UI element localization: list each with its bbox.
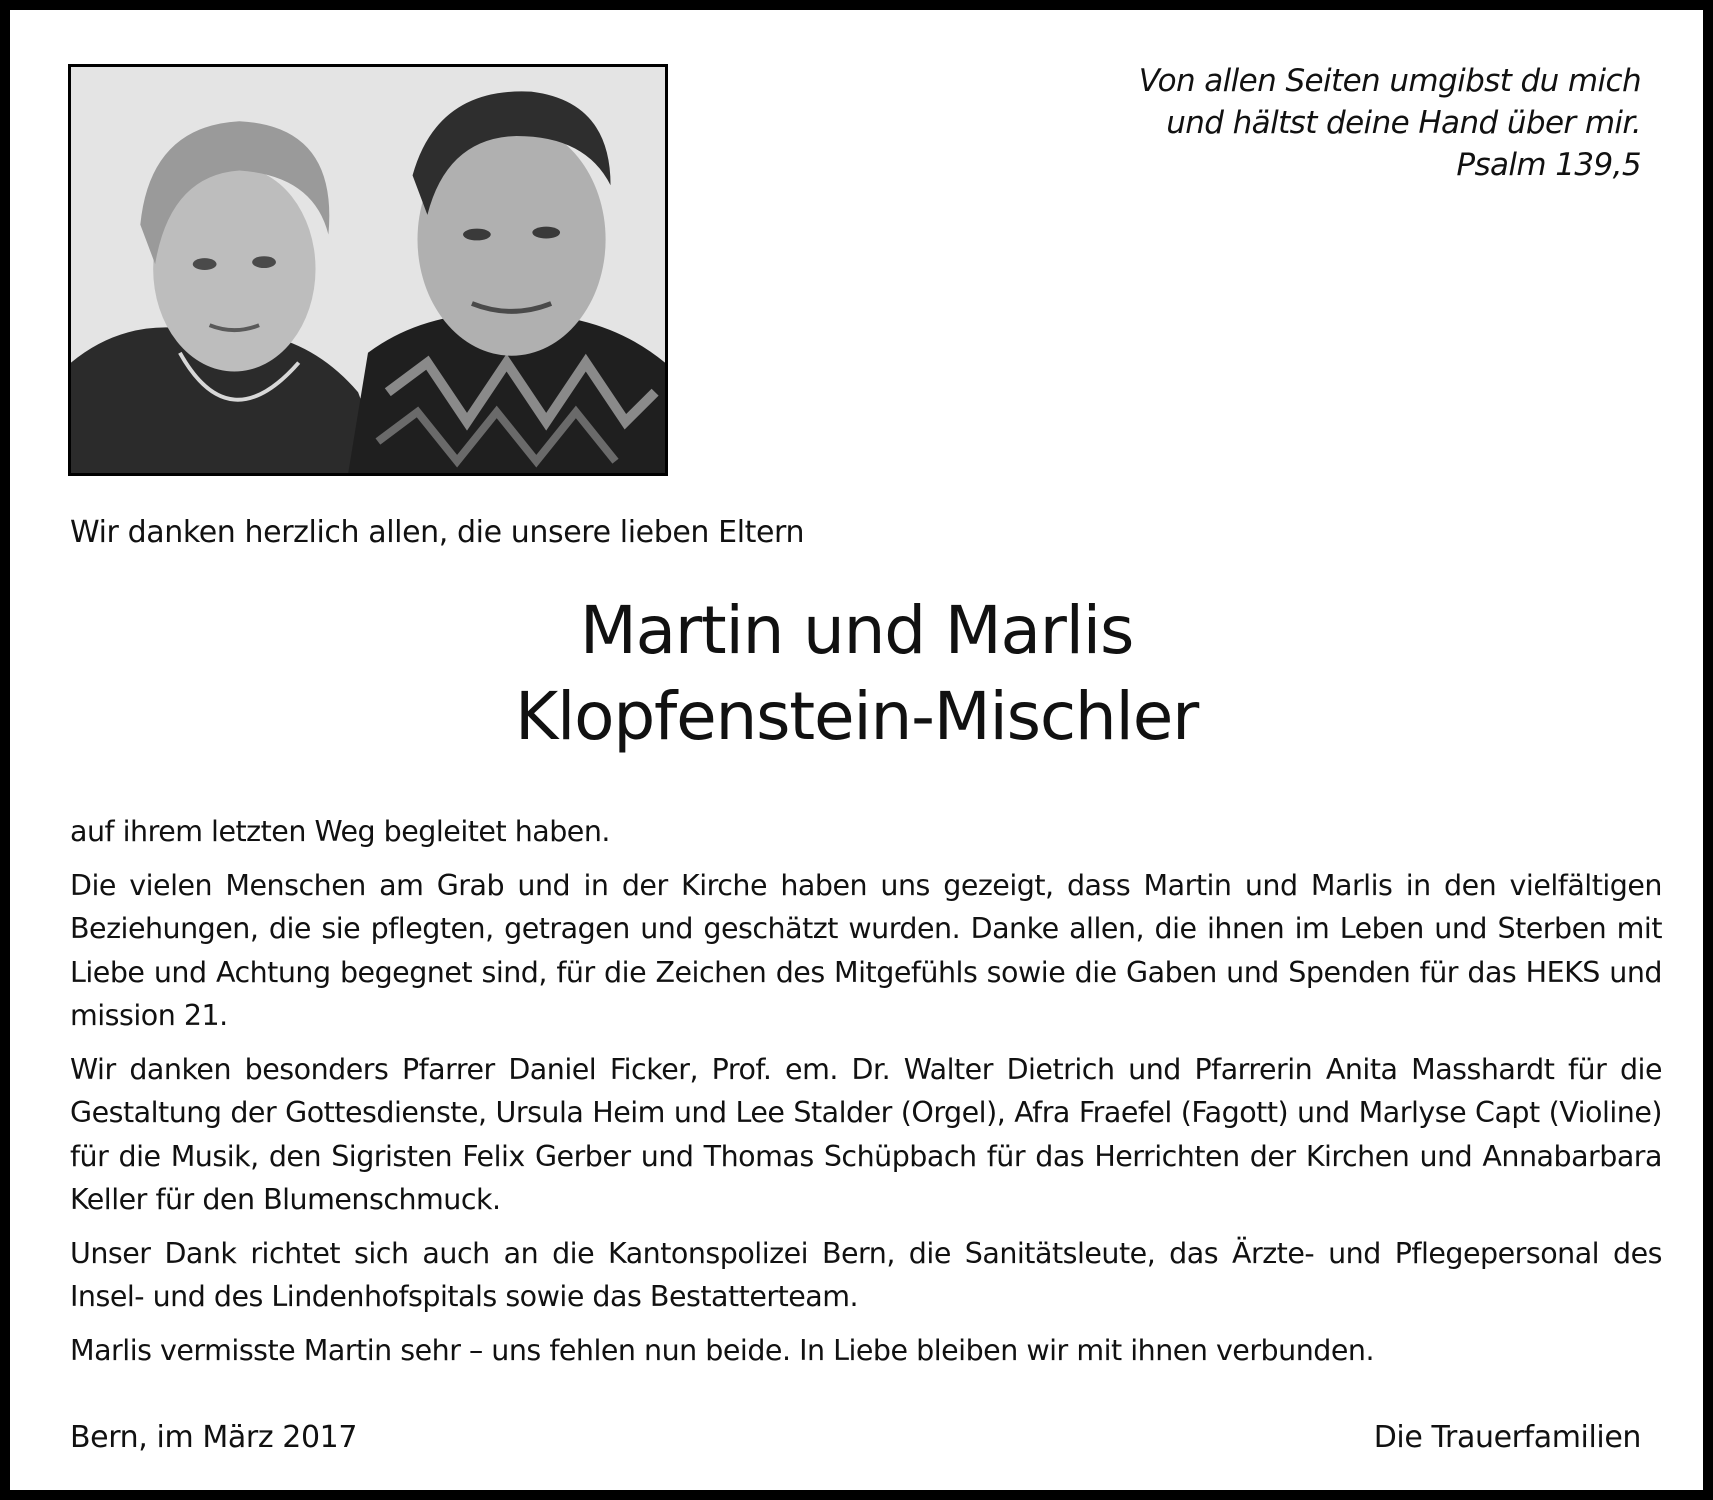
body-paragraph-2: Die vielen Menschen am Grab und in der Kirche haben uns gezeigt, dass Martin und Marlis in den vielfältigen Beziehungen, die sie pflegten, getragen und geschätzt wurden. Danke allen, die ihnen im Leben und Sterben mit Liebe und Achtung begegnet sind, für die Zeichen des Mitgefühls sowie die Gaben und Spenden für das HEKS und mission 21. — [70, 868, 1662, 1032]
verse-line-2: und hältst deine Hand über mir. — [1166, 105, 1641, 141]
verse-line-1: Von allen Seiten umgibst du mich — [1138, 63, 1641, 99]
bible-verse — [941, 60, 1641, 186]
place-date: Bern, im März 2017 — [70, 1420, 358, 1455]
names-line-1: Martin und Marlis — [579, 592, 1134, 669]
body-paragraph-3: Wir danken besonders Pfarrer Daniel Ficker, Prof. em. Dr. Walter Dietrich und Pfarrerin Anita Masshardt für die Gestaltung der Gottesdienste, Ursula Heim und Lee Stalder (Orgel), Afra Fraefel (Fagott) und Marlyse Capt (Violine) für die Musik, den Sigristen Felix Gerber und Thomas Schüpbach für das Herrichten der Kirchen und Annabarbara Keller für den Blumenschmuck. — [70, 1052, 1662, 1216]
couple-portrait-photo — [68, 64, 668, 476]
intro-text: Wir danken herzlich allen, die unsere lieben Eltern — [70, 515, 805, 550]
deceased-names — [10, 588, 1703, 760]
verse-reference: Psalm 139,5 — [1456, 147, 1641, 183]
thanks-body — [70, 810, 1662, 1382]
body-paragraph-4: Unser Dank richtet sich auch an die Kantonspolizei Bern, die Sanitätsleute, das Ärzte- und Pflegepersonal des Insel- und des Lindenhofspitals sowie das Bestatterteam. — [70, 1236, 1662, 1313]
body-paragraph-5: Marlis vermisste Martin sehr – uns fehlen nun beide. In Liebe bleiben wir mit ihnen verbunden. — [70, 1333, 1375, 1367]
signature: Die Trauerfamilien — [1373, 1420, 1641, 1455]
body-paragraph-1: auf ihrem letzten Weg begleitet haben. — [70, 815, 610, 848]
portrait-illustration — [71, 67, 665, 473]
names-line-2: Klopfenstein-Mischler — [514, 678, 1199, 755]
